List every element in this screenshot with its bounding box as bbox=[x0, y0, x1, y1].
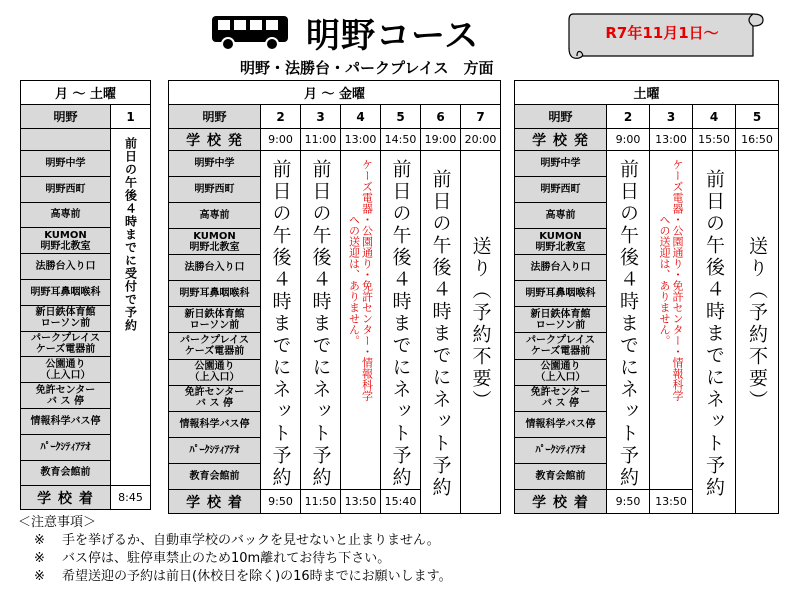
arrive-label: 学 校 着 bbox=[169, 490, 261, 514]
stop-label: パークプレイス ケーズ電器前 bbox=[515, 333, 607, 359]
bus-icon bbox=[210, 12, 292, 52]
arrive-label: 学 校 着 bbox=[515, 490, 607, 514]
stop-label: 免許センター バ ス 停 bbox=[515, 385, 607, 411]
no-service-note-cell bbox=[650, 151, 693, 490]
depart-time: 15:50 bbox=[693, 129, 736, 151]
net-reserve-cell bbox=[607, 151, 650, 490]
table-saturday bbox=[514, 80, 779, 514]
trip-number: 4 bbox=[341, 105, 381, 129]
trip-number: 3 bbox=[301, 105, 341, 129]
stop-label: 高専前 bbox=[515, 203, 607, 229]
stop-label: 明野中学 bbox=[21, 151, 111, 177]
net-reserve-cell bbox=[693, 151, 736, 514]
trip-number: 2 bbox=[607, 105, 650, 129]
stop-label: 公園通り （上入口） bbox=[21, 357, 111, 383]
note-item bbox=[34, 532, 452, 550]
trip-number: 5 bbox=[736, 105, 779, 129]
stop-label: 免許センター バ ス 停 bbox=[21, 383, 111, 409]
stop-label: 公園通り （上入口） bbox=[169, 359, 261, 385]
stop-label: 法勝台入り口 bbox=[169, 255, 261, 281]
stop-label: 新日鉄体育館 ローソン前 bbox=[515, 307, 607, 333]
send-no-reserve-text: 送り（予約不要） bbox=[469, 236, 492, 412]
stop-label: 教育会館前 bbox=[515, 463, 607, 489]
stop-label: 明野耳鼻咽喉科 bbox=[169, 281, 261, 307]
note-mark: ※ bbox=[34, 533, 45, 548]
stop-label: 情報科学バス停 bbox=[515, 411, 607, 437]
table-c-title: 土曜 bbox=[515, 81, 779, 105]
note-mark: ※ bbox=[34, 569, 45, 584]
stop-label: 明野耳鼻咽喉科 bbox=[515, 281, 607, 307]
stop-label: 情報科学バス停 bbox=[169, 411, 261, 437]
stop-label: 明野耳鼻咽喉科 bbox=[21, 279, 111, 305]
send-no-reserve-text: 送り（予約不要） bbox=[746, 236, 769, 412]
stop-label: 明野中学 bbox=[515, 151, 607, 177]
no-service-note: ケーズ電器・公園通り・免許センター・情報科学 への送迎は、ありません。 bbox=[658, 159, 684, 401]
notes-heading: ＜注意事項＞ bbox=[18, 515, 97, 530]
note-text: 希望送迎の予約は前日(休校日を除く)の16時までにお願いします。 bbox=[62, 569, 452, 584]
reserve-note-text: 前日の午後４時までに受付で予約 bbox=[123, 137, 138, 332]
depart-time: 11:00 bbox=[301, 129, 341, 151]
send-no-reserve-cell bbox=[736, 151, 779, 514]
stop-label: 教育会館前 bbox=[21, 460, 111, 486]
depart-time: 13:00 bbox=[341, 129, 381, 151]
depart-time: 20:00 bbox=[461, 129, 501, 151]
depart-time: 13:00 bbox=[650, 129, 693, 151]
arrive-time: 13:50 bbox=[650, 490, 693, 514]
note-item bbox=[34, 550, 452, 568]
arrive-time: 9:50 bbox=[261, 490, 301, 514]
stop-label: 明野西町 bbox=[515, 177, 607, 203]
net-reserve-text: 前日の午後４時までにネット予約 bbox=[429, 169, 452, 499]
depart-time: 9:00 bbox=[261, 129, 301, 151]
arrive-time: 8:45 bbox=[111, 486, 151, 510]
stop-label: 免許センター バ ス 停 bbox=[169, 385, 261, 411]
stop-label: ﾊﾟｰｸｼﾃｨｱﾃｵ bbox=[515, 437, 607, 463]
net-reserve-cell bbox=[301, 151, 341, 490]
net-reserve-text: 前日の午後４時までにネット予約 bbox=[309, 159, 332, 489]
depart-time: 14:50 bbox=[381, 129, 421, 151]
send-no-reserve-cell bbox=[461, 151, 501, 514]
stop-label: KUMON 明野北教室 bbox=[515, 229, 607, 255]
depart-time: 9:00 bbox=[607, 129, 650, 151]
trip-number: 3 bbox=[650, 105, 693, 129]
stop-label: パークプレイス ケーズ電器前 bbox=[169, 333, 261, 359]
arrive-time: 13:50 bbox=[341, 490, 381, 514]
depart-label: 学 校 発 bbox=[515, 129, 607, 151]
note-mark: ※ bbox=[34, 551, 45, 566]
page-subtitle: 明野・法勝台・パークプレイス 方面 bbox=[240, 59, 494, 77]
stop-label: KUMON 明野北教室 bbox=[169, 229, 261, 255]
date-badge bbox=[567, 8, 767, 66]
origin-label: 明野 bbox=[21, 105, 111, 129]
table-b-title: 月 ～ 金曜 bbox=[169, 81, 501, 105]
reserve-note bbox=[111, 129, 151, 486]
stop-label: KUMON 明野北教室 bbox=[21, 228, 111, 254]
note-item bbox=[34, 568, 452, 586]
table-mon-sat bbox=[20, 80, 151, 510]
table-mon-fri bbox=[168, 80, 501, 514]
stop-label: 情報科学バス停 bbox=[21, 408, 111, 434]
net-reserve-cell bbox=[421, 151, 461, 514]
stop-label: 高専前 bbox=[169, 203, 261, 229]
stop-label: ﾊﾟｰｸｼﾃｨｱﾃｵ bbox=[21, 434, 111, 460]
net-reserve-cell bbox=[261, 151, 301, 490]
net-reserve-text: 前日の午後４時までにネット予約 bbox=[703, 169, 725, 499]
stop-label: 高専前 bbox=[21, 202, 111, 228]
note-text: 手を挙げるか、自動車学校のバックを見せないと止まりません。 bbox=[62, 533, 440, 548]
net-reserve-text: 前日の午後４時までにネット予約 bbox=[617, 159, 639, 489]
trip-number: 7 bbox=[461, 105, 501, 129]
no-service-note-cell bbox=[341, 151, 381, 490]
depart-label: 学 校 発 bbox=[169, 129, 261, 151]
notes-section bbox=[18, 514, 452, 586]
arrive-time: 15:40 bbox=[381, 490, 421, 514]
depart-time: 19:00 bbox=[421, 129, 461, 151]
net-reserve-cell bbox=[381, 151, 421, 490]
arrive-time: 9:50 bbox=[607, 490, 650, 514]
stop-label: 明野西町 bbox=[21, 176, 111, 202]
trip-number: 2 bbox=[261, 105, 301, 129]
net-reserve-text: 前日の午後４時までにネット予約 bbox=[389, 159, 412, 489]
page-title: 明野コース bbox=[306, 15, 480, 56]
trip-number: 5 bbox=[381, 105, 421, 129]
origin-label: 明野 bbox=[169, 105, 261, 129]
net-reserve-text: 前日の午後４時までにネット予約 bbox=[269, 159, 292, 489]
origin-label: 明野 bbox=[515, 105, 607, 129]
stop-label: 新日鉄体育館 ローソン前 bbox=[21, 305, 111, 331]
table-a-title: 月 ～ 土曜 bbox=[21, 81, 151, 105]
trip-number: 1 bbox=[111, 105, 151, 129]
stop-label: 公園通り （上入口） bbox=[515, 359, 607, 385]
arrive-label: 学 校 着 bbox=[21, 486, 111, 510]
stop-label: 明野中学 bbox=[169, 151, 261, 177]
trip-number: 6 bbox=[421, 105, 461, 129]
stop-label: 法勝台入り口 bbox=[21, 254, 111, 280]
depart-time: 16:50 bbox=[736, 129, 779, 151]
date-badge-text: R7年11月1日～ bbox=[605, 24, 719, 42]
stop-label: 新日鉄体育館 ローソン前 bbox=[169, 307, 261, 333]
stop-label: 教育会館前 bbox=[169, 463, 261, 489]
stop-label: ﾊﾟｰｸｼﾃｨｱﾃｵ bbox=[169, 437, 261, 463]
note-text: バス停は、駐停車禁止のため10m離れてお待ち下さい。 bbox=[62, 551, 391, 566]
title-block bbox=[210, 8, 479, 56]
stop-label: パークプレイス ケーズ電器前 bbox=[21, 331, 111, 357]
no-service-note: ケーズ電器・公園通り・免許センター・情報科学 への送迎は、ありません。 bbox=[347, 159, 374, 401]
trip-number: 4 bbox=[693, 105, 736, 129]
stop-label: 明野西町 bbox=[169, 177, 261, 203]
stop-label: 法勝台入り口 bbox=[515, 255, 607, 281]
arrive-time: 11:50 bbox=[301, 490, 341, 514]
empty-cell bbox=[21, 129, 111, 151]
